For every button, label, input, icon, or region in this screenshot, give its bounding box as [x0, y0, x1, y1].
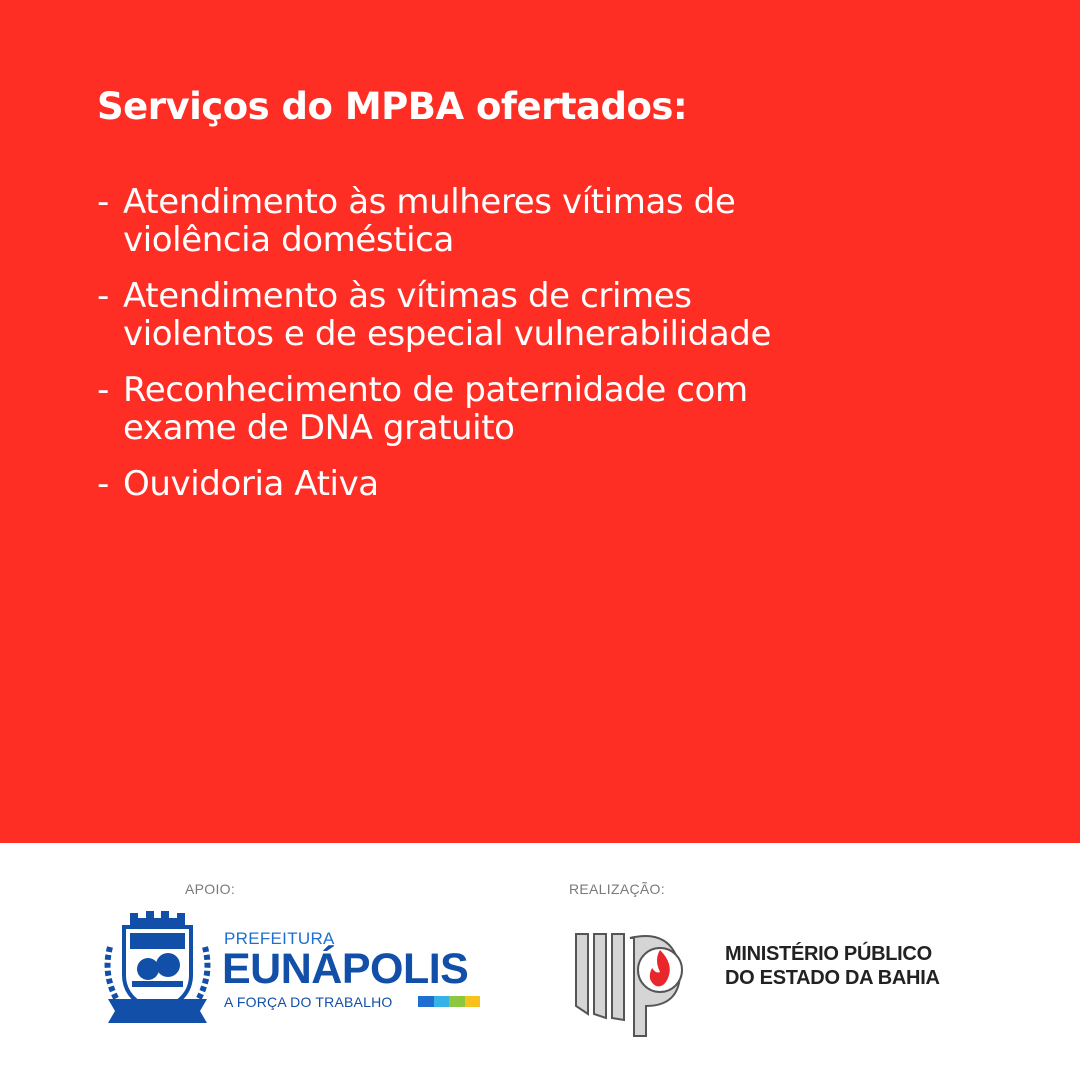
list-dash: -: [97, 276, 109, 316]
service-text-line1: Ouvidoria Ativa: [123, 464, 379, 504]
realizacao-label: REALIZAÇÃO:: [569, 881, 665, 897]
city-name: EUNÁPOLIS: [222, 945, 469, 993]
services-list: [97, 183, 997, 521]
list-dash: -: [97, 370, 109, 410]
eunapolis-crest-icon: [100, 907, 215, 1025]
service-text-line2: violência doméstica: [123, 220, 454, 260]
service-text-line1: Reconhecimento de paternidade com: [123, 370, 748, 410]
service-text-line1: Atendimento às mulheres vítimas de: [123, 182, 736, 222]
service-item: [97, 277, 997, 353]
city-motto: A FORÇA DO TRABALHO: [224, 994, 393, 1010]
service-text-line2: exame de DNA gratuito: [123, 408, 515, 448]
color-stripe: [418, 996, 480, 1007]
service-text-line1: Atendimento às vítimas de crimes: [123, 276, 692, 316]
service-item: [97, 465, 997, 503]
mp-logo-icon: [572, 928, 704, 1038]
list-dash: -: [97, 464, 109, 504]
headline: Serviços do MPBA ofertados:: [97, 85, 688, 128]
footer-sponsors: [0, 843, 1080, 1080]
service-item: [97, 183, 997, 259]
mp-name-line1: MINISTÉRIO PÚBLICO: [725, 943, 932, 965]
prefeitura-label: PREFEITURA: [224, 929, 335, 948]
apoio-label: APOIO:: [185, 881, 236, 897]
service-item: [97, 371, 997, 447]
list-dash: -: [97, 182, 109, 222]
service-text-line2: violentos e de especial vulnerabilidade: [123, 314, 771, 354]
mp-name: [725, 942, 940, 990]
mp-name-line2: DO ESTADO DA BAHIA: [725, 967, 940, 989]
